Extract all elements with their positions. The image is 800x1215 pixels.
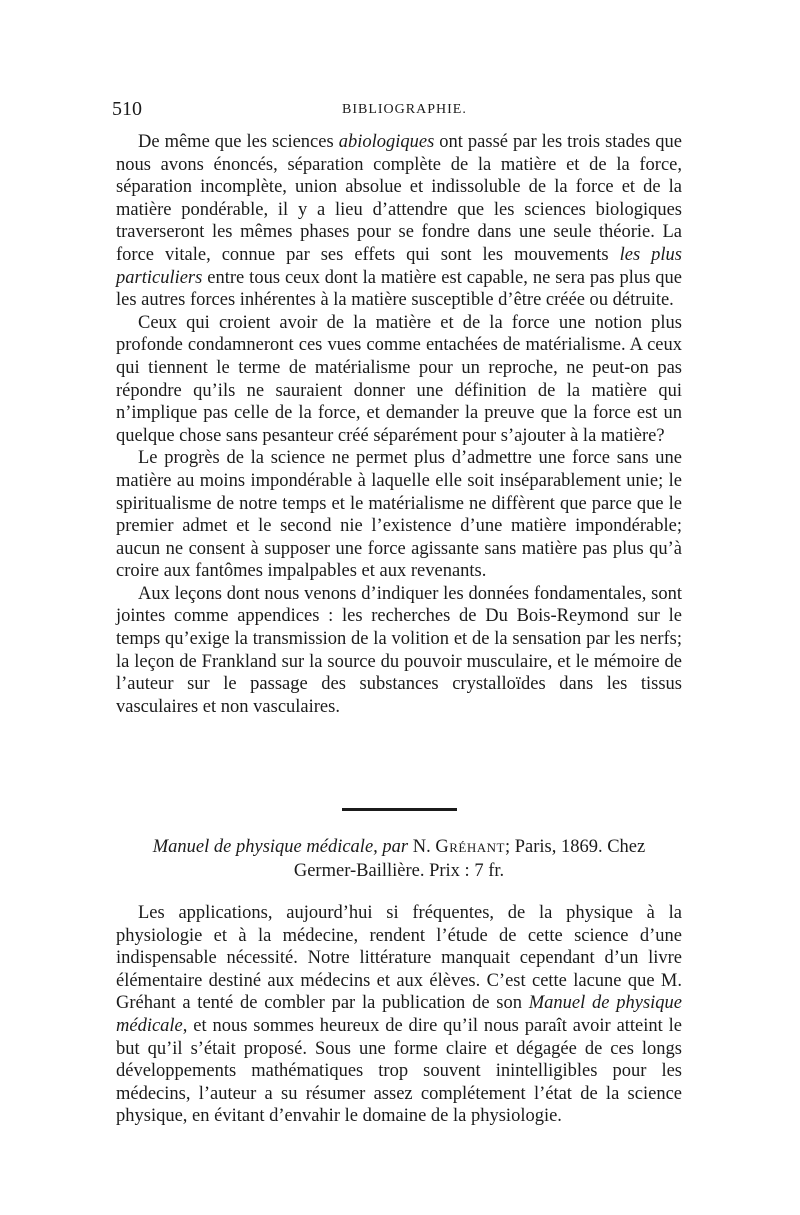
text-run: Aux leçons dont nous venons d’indiquer les données fondamentales, sont jointes comme appendices : les recherches de Du Bois-Reymond sur le temps qu’exige la transmission de la volition et de la sensation par les nerfs; la leçon de Frankland sur la source du pouvoir musculaire, et le mémoire de l’auteur sur le passage des substances crystalloïdes dans les tissus vasculaires et non vasculaires. [116, 583, 682, 717]
publication-info: ; Paris, 1869. Chez [504, 837, 646, 857]
text-run: Le progrès de la science ne permet plus d’admettre une force sans une matière au moins impondérable à laquelle elle soit inséparablement unie; le spiritualisme de notre temps et le matérialisme ne diffèrent que parce que le premier admet et le second nie l’existence d’une matière impondérable; aucun ne consent à supposer une force agissante sans matière pas plus qu’à croire aux fantômes impalpables et aux revenants. [116, 448, 682, 582]
running-head: BIBLIOGRAPHIE. [342, 102, 467, 117]
paragraph [116, 131, 682, 312]
review-body [116, 902, 682, 1128]
paragraph [116, 902, 682, 1128]
text-run: entre tous ceux dont la matière est capable, ne sera pas plus que les autres forces inhérentes à la matière susceptible d’être créée ou détruite. [116, 267, 682, 311]
review-heading [116, 835, 682, 883]
paragraph [116, 583, 682, 719]
author-name: Gréhant [435, 837, 505, 857]
page-number: 510 [112, 98, 142, 120]
text-run: ont passé par les trois stades que nous avons énoncés, séparation complète de la matière et de la force, séparation incomplète, union absolue et indissoluble de la force et de la matière pondérable, il y a lieu d’attendre que les sciences biologiques traverseront les mêmes phases pour se fondre dans une seule théorie. La force vitale, connue par ses effets qui sont les mouvements [116, 132, 682, 265]
paragraph [116, 312, 682, 448]
text-run: , et nous sommes heureux de dire qu’il nous paraît avoir atteint le but qu’il s’était proposé. Sous une forme claire et dégagée de ces longs développements mathématiques trop souvent inintelligibles pour les médecins, l’auteur a su résumer assez complétement l’état de la science physique, en évitant d’envahir le domaine de la physiologie. [116, 1015, 682, 1127]
author-initial: N. [408, 837, 436, 857]
italic-text-run: Manuel de physique médicale [116, 993, 682, 1036]
section-divider [342, 808, 457, 811]
body-text [116, 131, 682, 718]
review-title-line [116, 835, 682, 859]
text-run: Ceux qui croient avoir de la matière et de la force une notion plus profonde condamneront ces vues comme entachées de matérialisme. A ceux qui tiennent le terme de matérialisme pour un reproche, ne peut-on pas répondre qu’ils ne sauraient donner une définition de la matière qui n’implique pas celle de la force, et demander la preuve que la force est un quelque chose sans pesanteur créé séparément pour s’ajouter à la matière? [116, 312, 682, 446]
text-run: De même que les sciences [138, 132, 339, 152]
publisher-line: Germer-Baillière. Prix : 7 fr. [293, 861, 505, 881]
text-run: Les applications, aujourd’hui si fréquentes, de la physique à la physiologie et à la médecine, rendent l’étude de cette science d’une indispensable nécessité. Notre littérature manquait cependant d’un livre élémentaire destiné aux médecins et aux élèves. C’est cette lacune que M. Gréhant a tenté de combler par la publication de son [116, 903, 682, 1014]
italic-text-run: les plus particuliers [116, 244, 683, 288]
paragraph [116, 447, 682, 583]
page-header [112, 96, 682, 126]
review-title: Manuel de physique médicale, par [152, 837, 409, 857]
italic-text-run: abiologiques [338, 132, 435, 152]
